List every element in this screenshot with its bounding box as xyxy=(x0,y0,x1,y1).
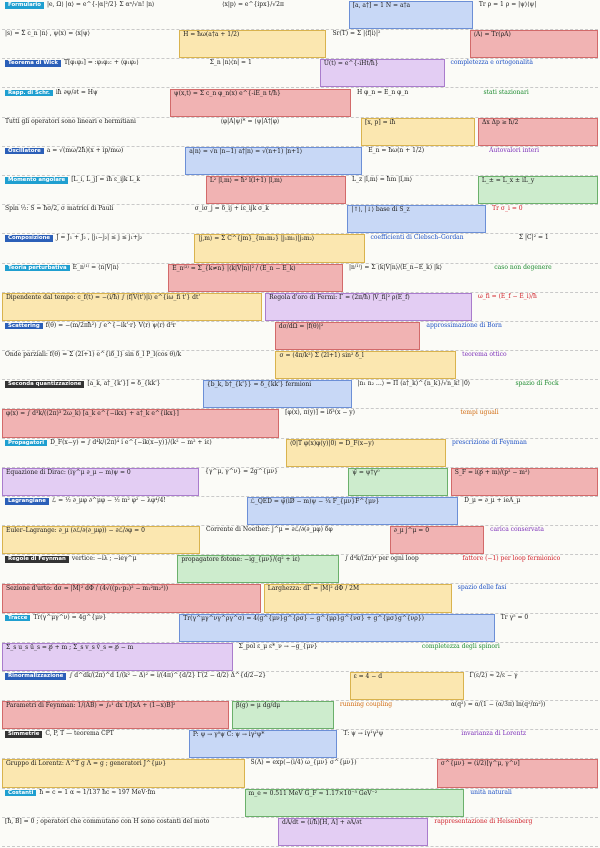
formula-cell xyxy=(2,555,174,583)
formula-text: propagatore fotone: −ig_{μν}/(q² + iε) xyxy=(181,556,300,564)
formula-cell xyxy=(512,380,598,408)
formula-text: completezza degli spinori xyxy=(421,642,500,650)
formula-cell xyxy=(498,614,598,642)
formula-text: ε = 4 − d xyxy=(353,672,383,680)
formula-cell xyxy=(179,614,495,642)
formula-row xyxy=(2,59,598,88)
formula-cell xyxy=(2,614,176,642)
formula-row xyxy=(2,789,598,818)
formula-text: U(t) = e^{-iHt/ħ} xyxy=(323,60,379,68)
formula-text: |j,m⟩ = Σ C^{jm}_{m₁m₂} |j₁m₁⟩|j₂m₂⟩ xyxy=(198,235,315,243)
section-header: Scattering xyxy=(5,323,43,330)
formula-cell xyxy=(264,584,452,612)
formula-text: tempi uguali xyxy=(460,409,499,417)
section-header: Formulario xyxy=(5,2,44,9)
formula-cell xyxy=(2,351,272,379)
formula-cell xyxy=(470,30,598,58)
formula-text: prescrizione di Feynman xyxy=(451,438,527,446)
formula-text: Gruppo di Lorentz: Λ^T g Λ = g ; generatori J^{μν} xyxy=(6,760,167,768)
formula-cell xyxy=(423,322,598,350)
formula-row xyxy=(2,759,598,788)
formula-cell xyxy=(349,1,473,29)
formula-row xyxy=(2,1,598,30)
formula-text: coefficienti di Clebsch–Gordan xyxy=(370,234,464,242)
formula-cell xyxy=(207,59,317,87)
formula-cell xyxy=(179,30,326,58)
formula-text: dσ/dΩ = |f(θ)|² xyxy=(278,322,324,330)
formula-cell xyxy=(236,643,416,671)
formula-text: Sr(T) = Σ |⟨f|i⟩|² xyxy=(332,30,381,38)
formula-cell xyxy=(461,497,598,525)
formula-cell xyxy=(2,118,215,146)
section-header: Propagatori xyxy=(5,440,47,447)
formula-cell xyxy=(206,176,346,204)
formula-cell xyxy=(2,584,261,612)
formula-cell xyxy=(347,205,486,233)
section-header: Costanti xyxy=(5,790,36,797)
formula-text: ⟨0|T φ(x)φ(y)|0⟩ = D_F(x−y) xyxy=(289,439,374,447)
formula-text: ⟨x|p⟩ = e^{ipx}/√2π xyxy=(222,1,284,8)
formula-text: E_n⁽¹⁾ = ⟨n|V|n⟩ xyxy=(72,263,119,271)
formula-text: σ_iσ_j = δ_ij + iε_ijk σ_k xyxy=(194,205,269,213)
formula-cell xyxy=(2,147,182,175)
formula-text: ∫ d^dk/(2π)^d 1/(k² − Δ)² = i/(4π)^{d/2} Γ(2 − d/2) Δ^{d/2−2} xyxy=(69,671,267,679)
formula-text: σ = (4π/k²) Σ (2l+1) sin² δ_l xyxy=(279,352,364,360)
formula-cell xyxy=(475,293,598,321)
formula-text: invarianza di Lorentz xyxy=(461,730,527,738)
formula-cell xyxy=(361,118,475,146)
formula-cell xyxy=(346,264,488,292)
formula-cell xyxy=(2,759,245,787)
formula-text: L_± = L_x ± iL_y xyxy=(481,177,535,185)
formula-cell xyxy=(2,730,186,758)
formula-cell xyxy=(2,789,242,817)
formula-cell xyxy=(218,118,358,146)
formula-text: {b_k, b†_{k'}} = δ_{kk'} fermioni xyxy=(206,381,312,389)
formula-cell xyxy=(247,497,459,525)
formula-text: m_e ≈ 0.511 MeV G_F ≈ 1.17×10⁻⁵ GeV⁻² xyxy=(248,789,378,797)
formula-cell xyxy=(348,468,448,496)
formula-cell xyxy=(2,409,279,437)
formula-row xyxy=(2,439,598,468)
section-header: Tracce xyxy=(5,615,30,622)
formula-cell xyxy=(2,59,204,87)
formula-row xyxy=(2,118,598,147)
formula-cell xyxy=(459,351,598,379)
formula-text: φ(x) = ∫ d³k/((2π)³ 2ω_k) [a_k e^{−ikx} + a†_k e^{ikx}] xyxy=(6,410,179,418)
formula-text: ∫ d⁴k/(2π)⁴ per ogni loop xyxy=(344,555,419,563)
formula-text: ψ(x,t) = Σ c_n φ_n(x) e^{-iE_n t/ħ} xyxy=(173,89,281,97)
formula-row xyxy=(2,351,598,380)
formula-cell xyxy=(487,526,598,554)
formula-text: D_μ = ∂_μ + ieA_μ xyxy=(464,496,521,504)
section-header: Regole di Feynman xyxy=(5,556,69,563)
formula-cell xyxy=(448,701,598,729)
formula-row xyxy=(2,89,598,118)
formula-text: dA/dt = (i/ħ)[H, A] + ∂A/∂t xyxy=(282,818,362,826)
formula-text: rappresentazione di Heisenberg xyxy=(434,817,533,825)
formula-cell xyxy=(2,322,272,350)
formula-text: fattore (−1) per loop fermionico xyxy=(462,555,561,563)
formula-cell xyxy=(2,672,347,700)
formula-text: ψ̄ = ψ†γ⁰ xyxy=(352,468,380,476)
formula-cell xyxy=(2,205,189,233)
formula-cell xyxy=(2,30,176,58)
formula-cell xyxy=(455,584,598,612)
formula-cell xyxy=(476,1,598,29)
formula-row xyxy=(2,322,598,351)
formula-cell xyxy=(457,409,598,437)
formula-cell xyxy=(329,30,466,58)
formula-cell xyxy=(486,147,598,175)
formula-text: Σ_pol ε_μ ε*_ν → −g_{μν} xyxy=(238,642,318,650)
formula-text: [x, p] = iħ xyxy=(365,118,396,126)
formula-text: Corrente di Noether: j^μ = ∂ℒ/∂(∂_μφ) δφ xyxy=(205,526,333,534)
formula-row xyxy=(2,380,598,409)
formula-text: [a, a†] = 1 N = a†a xyxy=(352,2,411,9)
formula-cell xyxy=(390,526,484,554)
formula-text: iħ ∂ψ/∂t = Hψ xyxy=(55,88,98,96)
formula-row xyxy=(2,614,598,643)
formula-text: Euler–Lagrange: ∂_μ (∂ℒ/∂(∂_μφ)) − ∂ℒ/∂φ = 0 xyxy=(6,527,145,535)
formula-cell xyxy=(2,818,275,846)
formula-text: Tr σ_i = 0 xyxy=(492,205,523,213)
section-header: Teoria perturbativa xyxy=(5,265,70,272)
formula-row xyxy=(2,555,598,584)
section-header: Lagrangiane xyxy=(5,498,49,505)
formula-text: β(g) = μ dg/dμ xyxy=(236,702,281,710)
formula-cell xyxy=(2,526,200,554)
formula-text: |n⁽¹⁾⟩ = Σ ⟨k|V|n⟩/(E_n−E_k) |k⟩ xyxy=(348,263,442,271)
formula-text: Σ |C|² = 1 xyxy=(518,234,549,242)
formula-row xyxy=(2,643,598,672)
formula-cell xyxy=(431,818,598,846)
formula-text: vertice: −iλ ; −ieγ^μ xyxy=(71,555,137,563)
formula-cell xyxy=(491,264,598,292)
formula-text: ∂_μ j^μ = 0 xyxy=(393,527,430,535)
formula-cell xyxy=(337,701,445,729)
formula-cell xyxy=(449,439,598,467)
formula-text: σ^{μν} = (i/2)[γ^μ, γ^ν] xyxy=(440,760,520,768)
formula-cell xyxy=(203,526,387,554)
formula-cell xyxy=(320,59,445,87)
formula-row xyxy=(2,730,598,759)
formula-cell xyxy=(342,555,457,583)
formula-text: {γ^μ, γ^ν} = 2g^{μν} xyxy=(205,467,278,475)
formula-row xyxy=(2,526,598,555)
formula-row xyxy=(2,147,598,176)
section-header: Simmetrie xyxy=(5,731,42,738)
formula-cell xyxy=(168,264,343,292)
formula-cell xyxy=(368,234,513,262)
formula-text: P: ψ → γ⁰ψ C: ψ → iγ²ψ* xyxy=(192,731,265,739)
formula-cell xyxy=(516,234,598,262)
formula-text: Dipendente dal tempo: c_f(t) = −(i/ħ) ∫ ⟨f|V(t')|i⟩ e^{iω_fi t'} dt' xyxy=(6,293,201,301)
formula-cell xyxy=(2,264,165,292)
formula-text: S_F = i(p̸ + m)/(p² − m²) xyxy=(454,468,530,476)
formula-cell xyxy=(354,89,477,117)
formula-row xyxy=(2,293,598,322)
formula-text: ⟨A⟩ = Tr(ρA) xyxy=(473,31,511,39)
formula-cell xyxy=(219,1,346,29)
formula-text: Tr(γ^μγ^νγ^ργ^σ) = 4(g^{μν}g^{ρσ} − g^{μρ}g^{νσ} + g^{μσ}g^{νρ}) xyxy=(183,614,424,622)
formula-cell xyxy=(467,789,598,817)
formula-row xyxy=(2,672,598,701)
formula-text: |s⟩ = Σ c_n |n⟩ , ψ(x) = ⟨x|ψ⟩ xyxy=(5,30,90,38)
formula-text: ħ = c = 1 α ≈ 1/137 ħc ≈ 197 MeV·fm xyxy=(39,788,156,796)
formula-text: Δx Δp ≥ ħ/2 xyxy=(482,118,519,126)
formula-cell xyxy=(245,789,465,817)
formula-text: J = J₁ + J₂ , |j₁−j₂| ≤ j ≤ j₁+j₂ xyxy=(56,234,143,242)
formula-text: E_n = ħω(n + 1/2) xyxy=(368,146,425,154)
formula-text: S(Λ) = exp(−(i/4) ω_{μν} σ^{μν}) xyxy=(250,759,357,767)
formula-text: a = √(mω/2ħ)(x + ip/mω) xyxy=(46,146,124,154)
formula-text: [φ(x), π(y)] = iδ³(x − y) xyxy=(285,409,356,417)
section-header: Rinormalizzazione xyxy=(5,673,66,680)
formula-cell xyxy=(2,1,216,29)
formula-text: Tr γ⁵ = 0 xyxy=(500,613,529,621)
formula-cell xyxy=(185,147,362,175)
formula-cell xyxy=(458,730,598,758)
formula-cell xyxy=(340,730,455,758)
formula-text: ω_fi = (E_f − E_i)/ħ xyxy=(477,292,537,300)
formula-row xyxy=(2,497,598,526)
section-header: Composizione xyxy=(5,235,53,242)
formula-row xyxy=(2,234,598,263)
formula-text: α(q²) = α/(1 − (α/3π) ln(q²/m²)) xyxy=(450,701,546,709)
formula-cell xyxy=(203,380,352,408)
section-header: Teorema di Wick xyxy=(5,60,61,67)
formula-row xyxy=(2,205,598,234)
formula-text: C, P, T — teorema CPT xyxy=(45,730,114,738)
formula-cell xyxy=(282,409,454,437)
formula-text: E_n⁽²⁾ = Σ_{k≠n} |⟨k|V|n⟩|² / (E_n − E_k) xyxy=(172,264,296,272)
formula-text: T: ψ → iγ¹γ³ψ xyxy=(343,730,384,738)
formula-cell xyxy=(2,293,262,321)
formula-cell xyxy=(2,643,233,671)
formula-cell xyxy=(192,205,345,233)
formula-cell xyxy=(451,468,598,496)
formula-row xyxy=(2,30,598,59)
section-header: Seconda quantizzazione xyxy=(5,381,84,388)
formula-text: T[φ₁φ₂] = :φ₁φ₂: + ⟨φ₁φ₂⟩ xyxy=(63,59,139,67)
formula-cell xyxy=(2,234,191,262)
formula-text: Tr ρ = 1 ρ = |ψ⟩⟨ψ| xyxy=(478,1,537,8)
formula-row xyxy=(2,409,598,438)
section-header: Momento angolare xyxy=(5,177,68,184)
formula-cell xyxy=(265,293,472,321)
formula-cell xyxy=(437,759,598,787)
formula-text: |e, Ω⟩ |α⟩ = e^{-|α|²/2} Σ αⁿ/√n! |n⟩ xyxy=(46,1,155,8)
formula-cell xyxy=(275,322,421,350)
formula-cell xyxy=(275,351,456,379)
formula-text: [ħ, B] = 0 ; operatori che commutano con H sono costanti del moto xyxy=(5,817,210,825)
formula-cell xyxy=(419,643,598,671)
formula-cell xyxy=(177,555,338,583)
formula-cell xyxy=(2,89,167,117)
formula-text: Larghezza: dΓ = |M|² dΦ / 2M xyxy=(267,585,360,593)
formula-text: L² |l,m⟩ = ħ² l(l+1) |l,m⟩ xyxy=(209,177,283,185)
formula-text: Tr(γ^μγ^ν) = 4g^{μν} xyxy=(33,613,107,621)
formula-text: a|n⟩ = √n |n−1⟩ a†|n⟩ = √(n+1) |n+1⟩ xyxy=(189,147,303,155)
formula-text: Equazione di Dirac: (iγ^μ ∂_μ − m)ψ = 0 xyxy=(6,468,131,476)
formula-text: approssimazione di Born xyxy=(426,321,502,329)
formula-text: unità naturali xyxy=(470,788,512,796)
formula-text: Onde parziali: f(θ) = Σ (2l+1) e^{iδ_l} sin δ_l P_l(cos θ)/k xyxy=(5,351,182,359)
formula-cell xyxy=(349,176,475,204)
formula-text: running coupling xyxy=(339,701,393,709)
formula-cell xyxy=(467,672,599,700)
formula-text: ℒ_QED = ψ̄(iD̸ − m)ψ − ¼ F_{μν}F^{μν} xyxy=(250,497,380,505)
formula-text: spazio di Fock xyxy=(515,380,559,388)
formula-text: Spin ½: S = ħσ/2, σ matrici di Pauli xyxy=(5,205,114,213)
formula-row xyxy=(2,818,598,847)
formula-cell xyxy=(248,759,434,787)
formula-cell xyxy=(202,468,345,496)
formula-text: caso non degenere xyxy=(494,263,552,271)
formula-row xyxy=(2,584,598,613)
formula-cell xyxy=(2,497,244,525)
formula-cell xyxy=(478,118,598,146)
formula-text: Γ(ε/2) ≈ 2/ε − γ xyxy=(469,671,518,679)
formula-cell xyxy=(365,147,483,175)
formula-text: teorema ottico xyxy=(462,351,507,359)
formula-text: D_F(x−y) = ∫ d⁴k/(2π)⁴ i e^{−ik(x−y)}/(k² − m² + iε) xyxy=(50,438,212,446)
formula-cell xyxy=(2,380,200,408)
formula-text: spazio delle fasi xyxy=(457,584,507,592)
formula-cell xyxy=(2,439,283,467)
section-header: Rapp. di Schr. xyxy=(5,90,53,97)
formula-row xyxy=(2,468,598,497)
formula-text: Σ_s u_s ū_s = p̸ + m ; Σ_s v_s v̄_s = p̸ − m xyxy=(6,643,134,651)
formula-text: ⟨φ|A|ψ⟩* = ⟨ψ|A†|φ⟩ xyxy=(220,117,280,125)
formula-text: Sezione d'urto: dσ = |M|² dΦ / (4√((p₁·p₂)² − m₁²m₂²)) xyxy=(6,585,169,593)
formula-text: completezza e ortogonalità xyxy=(450,59,533,67)
formula-cell xyxy=(2,468,199,496)
formula-cell xyxy=(278,818,428,846)
formula-cell xyxy=(355,380,510,408)
formula-text: H = ħω(a†a + 1/2) xyxy=(183,31,240,39)
formula-cell xyxy=(194,234,364,262)
formula-cell xyxy=(2,701,229,729)
formula-text: Regola d'oro di Fermi: Γ = (2π/ħ) |V_fi|² ρ(E_f) xyxy=(269,293,410,301)
formula-row xyxy=(2,176,598,205)
formula-text: ℒ = ½ ∂_μφ ∂^μφ − ½ m² φ² − λφ⁴/4! xyxy=(51,496,166,504)
formula-text: Parametri di Feynman: 1/(AB) = ∫₀¹ dx 1/[xA + (1−x)B]² xyxy=(6,702,176,710)
formula-cell xyxy=(2,176,203,204)
formula-text: |n₁ n₂ …⟩ = Π (a†_k)^{n_k}/√n_k! |0⟩ xyxy=(357,380,471,388)
formula-text: [L_i, L_j] = iħ ε_ijk L_k xyxy=(71,176,141,184)
formula-text: Tutti gli operatori sono lineari e hermitiani xyxy=(5,117,136,125)
formula-text: f(θ) = −(m/2πħ²) ∫ e^{−ik'·r} V(r) ψ(r) d³r xyxy=(45,321,176,329)
formula-cell xyxy=(448,59,598,87)
formula-cell xyxy=(286,439,446,467)
formula-text: stati stazionari xyxy=(483,88,529,96)
formula-cell xyxy=(350,672,464,700)
formula-text: L_z |l,m⟩ = ħm |l,m⟩ xyxy=(351,176,413,184)
formula-text: H φ_n = E_n φ_n xyxy=(356,88,409,96)
formula-cell xyxy=(478,176,598,204)
formula-text: [a_k, a†_{k'}] = δ_{kk'} xyxy=(87,380,161,388)
formula-cell xyxy=(460,555,599,583)
formula-text: carica conservata xyxy=(490,526,544,534)
formula-cell xyxy=(480,89,598,117)
formula-row xyxy=(2,264,598,293)
formula-cell xyxy=(170,89,351,117)
formula-text: Autovalori interi xyxy=(489,146,540,154)
formula-cell xyxy=(489,205,598,233)
formula-cell xyxy=(189,730,338,758)
formula-row xyxy=(2,701,598,730)
formula-text: Σ_n |n⟩⟨n| = 1 xyxy=(209,59,252,67)
section-header: Oscillatore xyxy=(5,148,44,155)
formula-text: |↑⟩, |↓⟩ base di S_z xyxy=(351,206,410,214)
formula-cell xyxy=(232,701,334,729)
